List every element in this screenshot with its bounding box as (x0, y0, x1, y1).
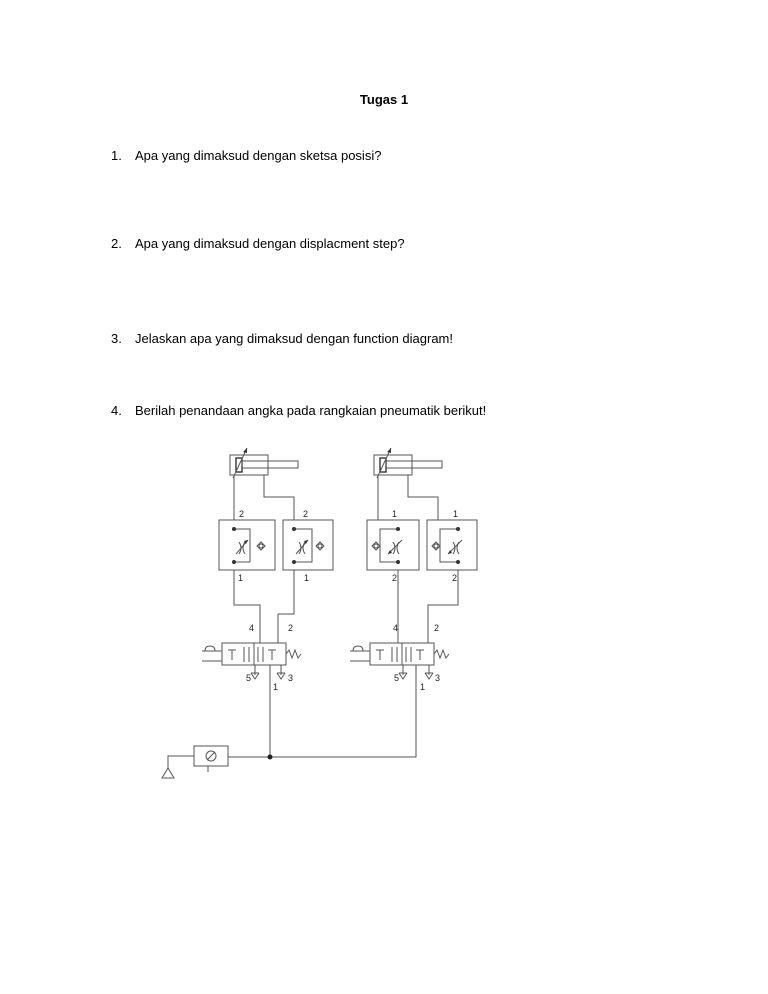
right-flow-control-valve-a (367, 509, 419, 583)
port-label: 2 (452, 573, 458, 583)
left-flow-control-valve-a (219, 509, 275, 583)
question-3 (111, 331, 453, 347)
pneumatic-circuit-diagram (150, 445, 490, 790)
port-label: 5 (246, 673, 252, 683)
question-text: Berilah penandaan angka pada rangkaian pneumatik berikut! (135, 403, 487, 418)
question-text: Jelaskan apa yang dimaksud dengan function diagram! (135, 331, 453, 346)
port-label: 3 (288, 673, 294, 683)
port-label: 1 (238, 573, 244, 583)
left-flow-control-valve-b (283, 509, 333, 583)
question-number: 3. (111, 331, 122, 346)
question-4 (111, 403, 486, 419)
question-text: Apa yang dimaksud dengan sketsa posisi? (135, 148, 382, 163)
question-1 (111, 148, 381, 164)
port-label: 1 (392, 509, 398, 519)
port-label: 1 (273, 682, 279, 692)
port-label: 2 (288, 623, 294, 633)
port-label: 2 (392, 573, 398, 583)
port-label: 4 (249, 623, 255, 633)
left-cylinder (230, 448, 298, 478)
right-directional-control-valve (350, 623, 449, 692)
port-label: 3 (435, 673, 441, 683)
question-text: Apa yang dimaksud dengan displacment step? (135, 236, 405, 251)
question-number: 4. (111, 403, 122, 418)
right-circuit (350, 448, 477, 692)
port-label: 1 (453, 509, 459, 519)
right-cylinder (374, 448, 442, 478)
port-label: 2 (434, 623, 440, 633)
left-directional-control-valve (202, 623, 301, 692)
port-label: 5 (394, 673, 400, 683)
left-circuit (202, 448, 333, 692)
question-2 (111, 236, 405, 252)
port-label: 1 (304, 573, 310, 583)
port-label: 1 (420, 682, 426, 692)
port-label: 2 (303, 509, 309, 519)
right-flow-control-valve-b (427, 509, 477, 583)
question-number: 2. (111, 236, 122, 251)
document-title: Tugas 1 (359, 92, 409, 107)
port-label: 4 (393, 623, 399, 633)
port-label: 2 (239, 509, 245, 519)
question-number: 1. (111, 148, 122, 163)
